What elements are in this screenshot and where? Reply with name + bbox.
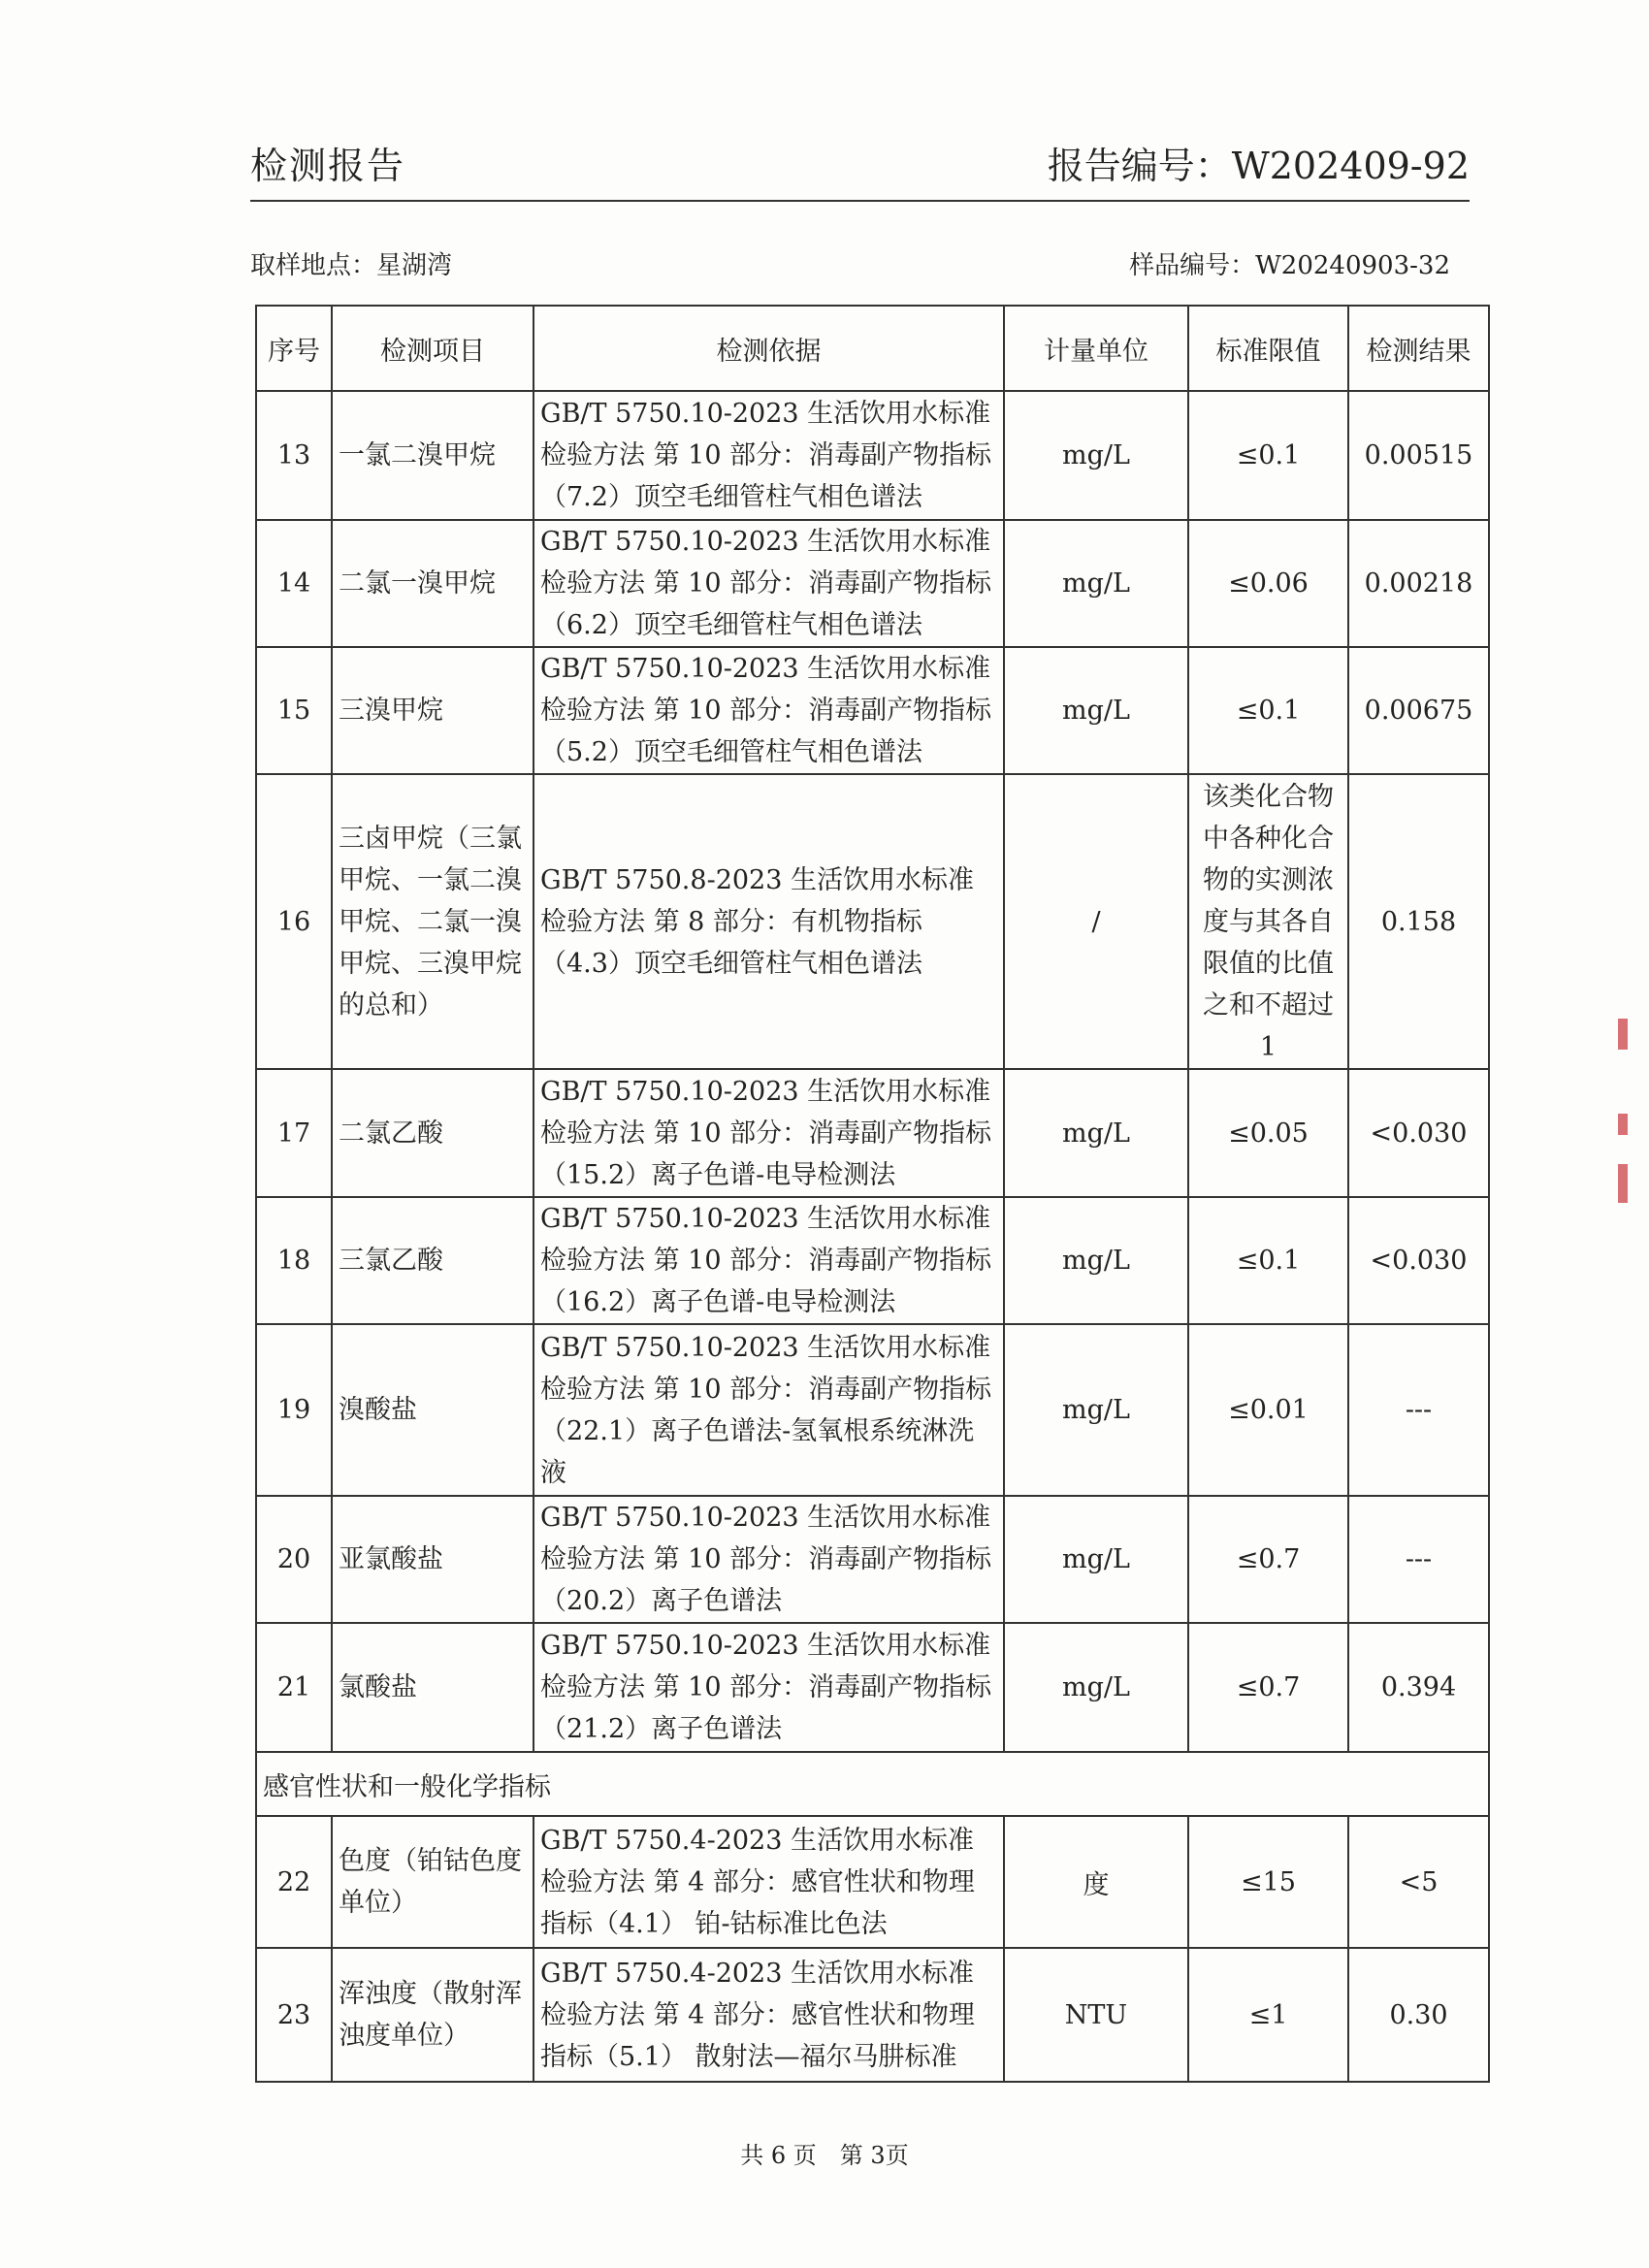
row-item: 三卤甲烷（三氯甲烷、一氯二溴甲烷、二氯一溴甲烷、三溴甲烷的总和） xyxy=(332,774,534,1069)
row-no: 14 xyxy=(256,520,332,647)
row-no: 16 xyxy=(256,774,332,1069)
row-result: 0.394 xyxy=(1348,1623,1489,1752)
row-limit: ≤0.7 xyxy=(1188,1623,1348,1752)
table-row xyxy=(256,520,1489,647)
table-row xyxy=(256,1948,1489,2082)
table-row xyxy=(256,1623,1489,1752)
row-item: 色度（铂钴色度单位） xyxy=(332,1816,534,1948)
row-basis: GB/T 5750.10-2023 生活饮用水标准检验方法 第 10 部分：消毒副产物指标（21.2）离子色谱法 xyxy=(534,1623,1004,1752)
row-limit: ≤0.1 xyxy=(1188,647,1348,774)
section-row xyxy=(256,1752,1489,1816)
col-header-item: 检测项目 xyxy=(332,306,534,391)
row-limit: ≤15 xyxy=(1188,1816,1348,1948)
table-header-row xyxy=(256,306,1489,391)
table-row xyxy=(256,1496,1489,1623)
sampling-location: 取样地点：星湖湾 xyxy=(250,251,453,280)
row-result: <0.030 xyxy=(1348,1069,1489,1197)
table-row xyxy=(256,774,1489,1069)
results-table xyxy=(255,305,1490,2083)
row-item: 三氯乙酸 xyxy=(332,1197,534,1324)
row-no: 21 xyxy=(256,1623,332,1752)
row-no: 20 xyxy=(256,1496,332,1623)
row-unit: mg/L xyxy=(1004,391,1188,520)
row-limit: ≤0.01 xyxy=(1188,1324,1348,1496)
col-header-unit: 计量单位 xyxy=(1004,306,1188,391)
row-limit: ≤1 xyxy=(1188,1948,1348,2082)
col-header-result: 检测结果 xyxy=(1348,306,1489,391)
row-item: 氯酸盐 xyxy=(332,1623,534,1752)
page-footer: 共 6 页 第 3页 xyxy=(740,2142,909,2169)
row-limit: ≤0.05 xyxy=(1188,1069,1348,1197)
row-basis: GB/T 5750.10-2023 生活饮用水标准检验方法 第 10 部分：消毒副产物指标（6.2）顶空毛细管柱气相色谱法 xyxy=(534,520,1004,647)
table-row xyxy=(256,1816,1489,1948)
row-no: 15 xyxy=(256,647,332,774)
stamp-mark xyxy=(1618,1114,1628,1135)
row-limit: 该类化合物中各种化合物的实测浓度与其各自限值的比值之和不超过1 xyxy=(1188,774,1348,1069)
row-unit: NTU xyxy=(1004,1948,1188,2082)
row-item: 溴酸盐 xyxy=(332,1324,534,1496)
row-result: --- xyxy=(1348,1324,1489,1496)
row-no: 23 xyxy=(256,1948,332,2082)
table-row xyxy=(256,391,1489,520)
row-item: 一氯二溴甲烷 xyxy=(332,391,534,520)
row-basis: GB/T 5750.10-2023 生活饮用水标准检验方法 第 10 部分：消毒副产物指标（5.2）顶空毛细管柱气相色谱法 xyxy=(534,647,1004,774)
row-unit: mg/L xyxy=(1004,647,1188,774)
row-limit: ≤0.7 xyxy=(1188,1496,1348,1623)
row-result: --- xyxy=(1348,1496,1489,1623)
row-item: 浑浊度（散射浑浊度单位） xyxy=(332,1948,534,2082)
section-title: 感官性状和一般化学指标 xyxy=(256,1752,1489,1816)
row-basis: GB/T 5750.10-2023 生活饮用水标准检验方法 第 10 部分：消毒副产物指标（15.2）离子色谱-电导检测法 xyxy=(534,1069,1004,1197)
row-result: 0.00218 xyxy=(1348,520,1489,647)
row-result: 0.00675 xyxy=(1348,647,1489,774)
report-number: 报告编号：W202409-92 xyxy=(1047,145,1470,187)
row-basis: GB/T 5750.10-2023 生活饮用水标准检验方法 第 10 部分：消毒副产物指标（16.2）离子色谱-电导检测法 xyxy=(534,1197,1004,1324)
row-basis: GB/T 5750.10-2023 生活饮用水标准检验方法 第 10 部分：消毒副产物指标（7.2）顶空毛细管柱气相色谱法 xyxy=(534,391,1004,520)
row-basis: GB/T 5750.8-2023 生活饮用水标准检验方法 第 8 部分：有机物指标（4.3）顶空毛细管柱气相色谱法 xyxy=(534,774,1004,1069)
row-result: <0.030 xyxy=(1348,1197,1489,1324)
table-row xyxy=(256,647,1489,774)
col-header-limit: 标准限值 xyxy=(1188,306,1348,391)
row-item: 亚氯酸盐 xyxy=(332,1496,534,1623)
row-basis: GB/T 5750.4-2023 生活饮用水标准检验方法 第 4 部分：感官性状和物理指标（4.1） 铂-钴标准比色法 xyxy=(534,1816,1004,1948)
stamp-mark xyxy=(1618,1164,1628,1203)
row-unit: mg/L xyxy=(1004,1324,1188,1496)
row-unit: mg/L xyxy=(1004,520,1188,647)
row-result: 0.158 xyxy=(1348,774,1489,1069)
row-no: 22 xyxy=(256,1816,332,1948)
report-title: 检测报告 xyxy=(250,145,406,187)
row-no: 19 xyxy=(256,1324,332,1496)
row-unit: mg/L xyxy=(1004,1496,1188,1623)
row-result: 0.30 xyxy=(1348,1948,1489,2082)
stamp-mark xyxy=(1618,1019,1628,1050)
row-no: 13 xyxy=(256,391,332,520)
row-item: 三溴甲烷 xyxy=(332,647,534,774)
sample-number: 样品编号：W20240903-32 xyxy=(1129,251,1450,280)
row-item: 二氯一溴甲烷 xyxy=(332,520,534,647)
table-row xyxy=(256,1197,1489,1324)
row-basis: GB/T 5750.10-2023 生活饮用水标准检验方法 第 10 部分：消毒副产物指标（20.2）离子色谱法 xyxy=(534,1496,1004,1623)
row-limit: ≤0.1 xyxy=(1188,1197,1348,1324)
row-no: 17 xyxy=(256,1069,332,1197)
table-row xyxy=(256,1069,1489,1197)
report-header xyxy=(250,136,1470,202)
col-header-no: 序号 xyxy=(256,306,332,391)
row-unit: / xyxy=(1004,774,1188,1069)
row-unit: mg/L xyxy=(1004,1623,1188,1752)
row-result: <5 xyxy=(1348,1816,1489,1948)
row-unit: 度 xyxy=(1004,1816,1188,1948)
row-limit: ≤0.06 xyxy=(1188,520,1348,647)
row-result: 0.00515 xyxy=(1348,391,1489,520)
table-row xyxy=(256,1324,1489,1496)
row-no: 18 xyxy=(256,1197,332,1324)
row-basis: GB/T 5750.4-2023 生活饮用水标准检验方法 第 4 部分：感官性状和物理指标（5.1） 散射法—福尔马肼标准 xyxy=(534,1948,1004,2082)
row-item: 二氯乙酸 xyxy=(332,1069,534,1197)
row-basis: GB/T 5750.10-2023 生活饮用水标准检验方法 第 10 部分：消毒副产物指标（22.1）离子色谱法-氢氧根系统淋洗液 xyxy=(534,1324,1004,1496)
col-header-basis: 检测依据 xyxy=(534,306,1004,391)
row-unit: mg/L xyxy=(1004,1197,1188,1324)
row-unit: mg/L xyxy=(1004,1069,1188,1197)
row-limit: ≤0.1 xyxy=(1188,391,1348,520)
